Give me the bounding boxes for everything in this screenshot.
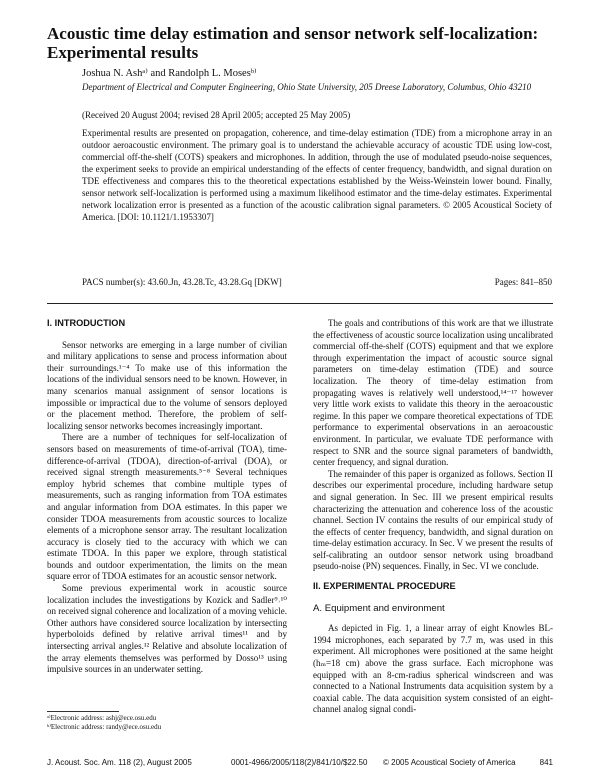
right-column — [313, 318, 553, 716]
left-column — [47, 318, 287, 676]
footer-page-number: 841 — [539, 758, 553, 767]
page-range: Pages: 841–850 — [494, 277, 552, 287]
pacs-numbers: PACS number(s): 43.60.Jn, 43.28.Tc, 43.28.Gq [DKW] — [82, 277, 282, 287]
footnote-a: ᵃ⁾Electronic address: ashj@ece.osu.edu — [47, 714, 157, 722]
header-divider — [47, 303, 553, 304]
footer-copyright: © 2005 Acoustical Society of America — [383, 758, 516, 767]
experimental-paragraph-1: As depicted in Fig. 1, a linear array of eight Knowles BL-1994 microphones, each separated by 7.7 m, was used in this experiment. All microphones were positioned at the same height (hₘ=18 cm) above the grass surface. Each microphone was equipped with an 8-cm-radius spherical windscreen and was connected to a National Instruments data acquisition system by a coaxial cable. The data acquisition system consisted of an eight-channel analog signal condi- — [313, 623, 553, 715]
footnote-divider — [47, 711, 119, 712]
section-heading-experimental: II. EXPERIMENTAL PROCEDURE — [313, 581, 456, 592]
received-dates: (Received 20 August 2004; revised 28 April 2005; accepted 25 May 2005) — [82, 110, 351, 120]
intro-paragraph-4: The goals and contributions of this work are that we illustrate the effectiveness of acoustic source localization using uncalibrated commercial off-the-shelf (COTS) equipment and that we explore through experimentation the impact of acoustic source signal parameters on time-delay estimation (TDE) and source localization. The theory of time-delay estimation from propagating waves is relatively well understood,¹⁴⁻¹⁷ however very little work exists to validate this theory in the aeroacoustic regime. In this paper we compare theoretical expectations of TDE performance to experimental observations in an aeroacoustic environment. In particular, we evaluate TDE performance with respect to SNR and the source signal parameters of bandwidth, center frequency, and signal duration. — [313, 318, 553, 468]
footnotes — [47, 714, 161, 732]
abstract: Experimental results are presented on propagation, coherence, and time-delay estimation (TDE) from a microphone array in an outdoor aeroacoustic environment. The primary goal is to understand the achievable accuracy of acoustic TDE using low-cost, commercial off-the-shelf (COTS) speakers and microphones. In addition, through the use of modulated pseudo-noise sequences, the experiment seeks to provide an empirical understanding of the effects of center frequency, bandwidth, and signal duration on TDE effectiveness and compares this to the theoretical expectations established by the Weiss-Weinstein lower bound. Finally, sensor network self-localization is performed using a maximum likelihood estimator and the time-delay estimates. Experimental network localization error is presented as a function of the acoustic calibration signal parameters. © 2005 Acoustical Society of America. [DOI: 10.1121/1.1953307] — [82, 128, 552, 222]
intro-paragraph-1: Sensor networks are emerging in a large number of civilian and military applications to sense and process information about their surroundings.¹⁻⁴ To make use of this information the locations of the individual sensors need to be known. However, in many scenarios manual assignment of sensor locations is impossible or impractical due to the volume of sensors deployed or the placement method. Therefore, the problem of self-localizing sensor networks becomes increasingly important. — [47, 339, 287, 431]
section-heading-introduction: I. INTRODUCTION — [47, 318, 126, 328]
paper-title: Acoustic time delay estimation and sensor network self-localization: Experimental results — [47, 24, 539, 62]
footer-code: 0001-4966/2005/118(2)/841/10/$22.50 — [231, 758, 368, 767]
intro-paragraph-5: The remainder of this paper is organized as follows. Section II describes our experimental procedure, including hardware setup and signal generation. In Sec. III we present empirical results characterizing the attenuation and coherence loss of the acoustic channel. Section IV contains the results of our empirical study of the effects of center frequency, bandwidth, and signal duration on time-delay estimation accuracy. In Sec. V we present the results of self-calibrating an outdoor sensor network using broadband pseudo-noise (PN) sequences. Finally, in Sec. VI we conclude. — [313, 468, 553, 572]
author-list: Joshua N. Ashᵃ⁾ and Randolph L. Mosesᵇ⁾ — [82, 68, 257, 79]
subsection-heading-equipment: A. Equipment and environment — [313, 602, 445, 614]
footer-journal: J. Acoust. Soc. Am. 118 (2), August 2005 — [47, 758, 192, 767]
intro-paragraph-3: Some previous experimental work in acoustic source localization includes the investigations by Kozick and Sadler⁹˒¹⁰ on received signal coherence and localization of a moving vehicle. Other authors have considered source localization by intersecting hyperboloids defined by relative arrival times¹¹ and by intersecting arrival angles.¹² Relative and absolute localization of the array elements themselves was performed by Dosso¹³ using impulsive sources in an underwater setting. — [47, 583, 287, 675]
affiliation: Department of Electrical and Computer Engineering, Ohio State University, 205 Dreese Laboratory, Columbus, Ohio 43210 — [82, 82, 532, 92]
footnote-b: ᵇ⁾Electronic address: randy@ece.osu.edu — [47, 723, 162, 731]
intro-paragraph-2: There are a number of techniques for self-localization of sensors based on measurements of time-of-arrival (TOA), time-difference-of-arrival (TDOA), direction-of-arrival (DOA), or received signal strength measurements.⁵⁻⁸ Several techniques employ hybrid schemes that combine multiple types of measurements, such as ranging information from TOA estimates and angular information from DOA estimates. In this paper we consider TDOA measurements from acoustic sources to localize elements of a microphone sensor array. The resultant localization accuracy is closely tied to the accuracy with which we can estimate TDOA. In this paper we explore, through statistical bounds and outdoor experimentation, the limits on the mean square error of TDOA estimates for an acoustic sensor network. — [47, 432, 287, 582]
